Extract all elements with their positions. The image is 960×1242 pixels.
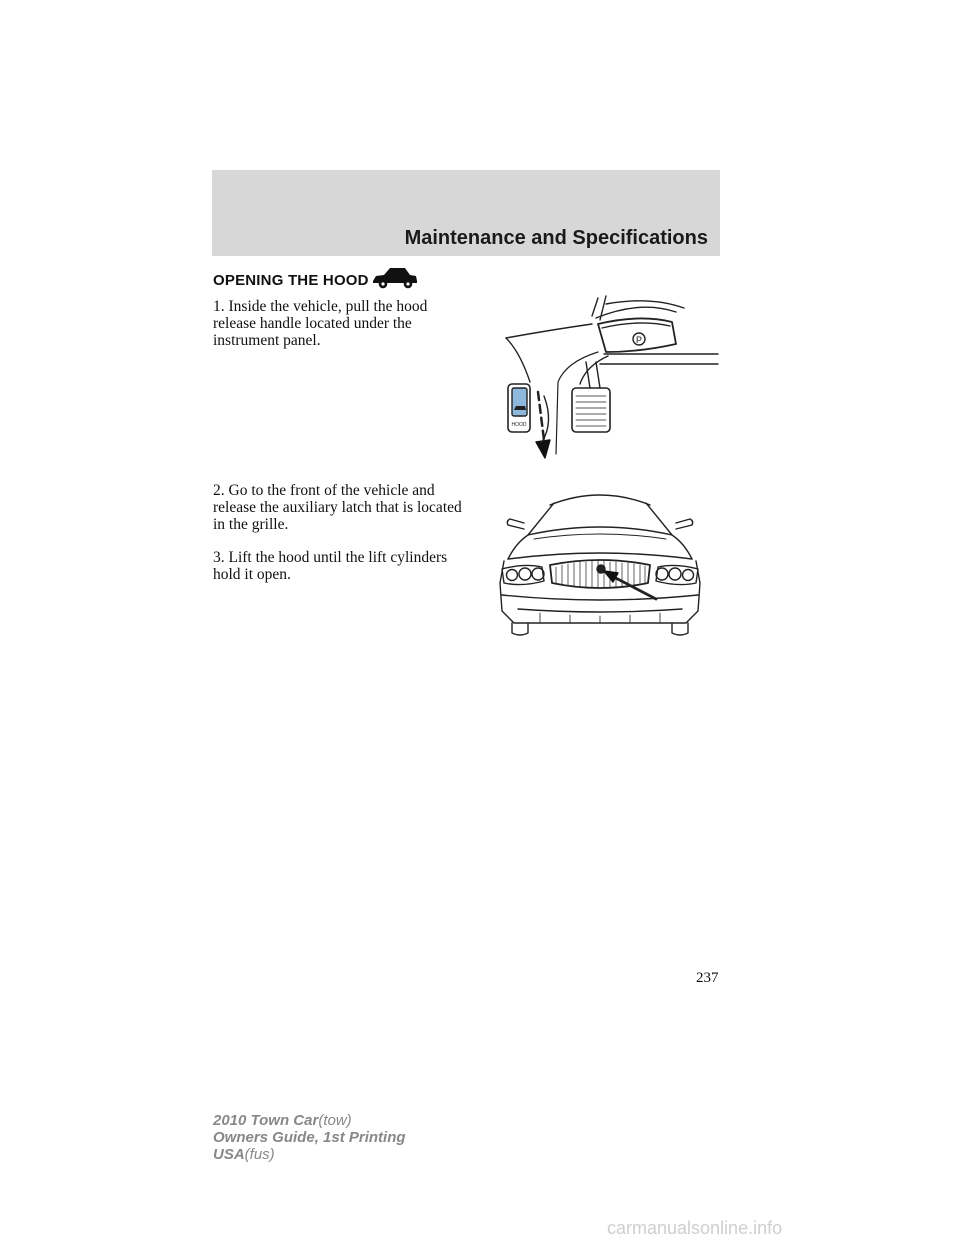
svg-text:P: P: [635, 335, 643, 345]
header-band: [212, 170, 720, 256]
car-icon: [372, 264, 418, 290]
hood-release-illustration: [500, 292, 722, 464]
section-title: Maintenance and Specifications: [404, 227, 708, 249]
vehicle-front-illustration: [494, 483, 706, 641]
footer-model-code: (tow): [318, 1112, 352, 1129]
step-3-text: 3. Lift the hood until the lift cylinders hold it open.: [213, 549, 448, 583]
footer: [213, 1112, 406, 1163]
footer-market: USA: [213, 1146, 245, 1163]
footer-line-3: [213, 1146, 406, 1163]
footer-market-code: (fus): [244, 1146, 275, 1163]
footer-model: 2010 Town Car: [213, 1112, 319, 1129]
section-heading: OPENING THE HOOD: [213, 272, 369, 289]
footer-line-2: Owners Guide, 1st Printing: [213, 1129, 406, 1146]
svg-text:HOOD: HOOD: [511, 422, 527, 428]
footer-line-1: [213, 1112, 406, 1129]
watermark: carmanualsonline.info: [607, 1218, 783, 1238]
step-1-text: 1. Inside the vehicle, pull the hood release handle located under the instrument panel.: [213, 298, 428, 349]
page-number: 237: [696, 970, 719, 986]
step-2-text: 2. Go to the front of the vehicle and release the auxiliary latch that is located in the grille.: [213, 482, 462, 533]
